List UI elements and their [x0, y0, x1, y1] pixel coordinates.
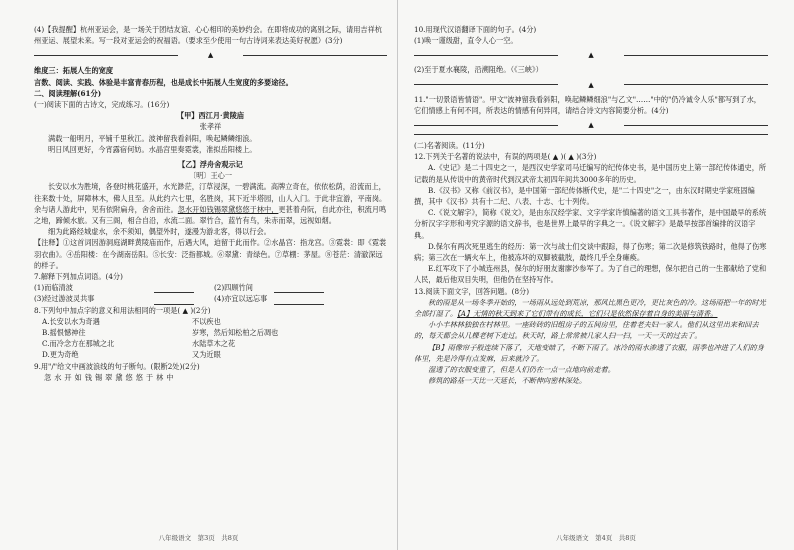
question-10: 10.用现代汉语翻译下面的句子。(4分) [414, 25, 537, 34]
q7-row [34, 293, 387, 304]
q10-item-2: (2)至于夏水襄陵，沿溯阻绝。（《三峡》） [414, 65, 543, 75]
page-footer-right: 八年级语文 第4页 共8页 [556, 534, 636, 542]
answer-blank[interactable] [154, 282, 194, 293]
q13-paragraph: 湿透了的衣服变重了，但是人们仍在一点一点地向前走着。 [428, 365, 615, 375]
prose-wavy-underline: 忽水开如钱锡翠黛悠悠于林中， [177, 204, 279, 214]
q9-sentence[interactable]: 忽水开如钱锡翠黛悠悠于林中 [44, 372, 177, 382]
prose-text: 长安以水为胜境，各登时桃花盛开，水光渺茫，汀草浸深，一碧满流。高牌立奇在，依依松荫，沿流而上，往来数十处，屏障林木，佛人且至。从此约六七里，名胜岗，其下近半塔园，山人入门。 [34, 182, 386, 203]
answer-line[interactable] [414, 134, 768, 135]
answer-line[interactable]: ▲ [414, 121, 768, 129]
q8-option-d: D.更为奇绝 [42, 350, 79, 360]
page-right [398, 0, 794, 550]
question-8: 8.下列句中加点字的意义和用法相同的一项是( ▲ )(2分) [34, 305, 211, 315]
subsection-1: (一)阅读下面的古诗文，完成练习。(16分) [34, 100, 170, 110]
answer-blank[interactable] [274, 293, 324, 304]
poem-title: 【甲】西江月·黄陵庙 [176, 111, 245, 121]
poem-author: 张孝祥 [199, 122, 222, 132]
answer-blank[interactable] [154, 293, 194, 304]
prose-paragraph [34, 181, 387, 226]
dimension-3-title: 维度三：拓展人生的宽度 [34, 66, 114, 76]
q8-option[interactable] [34, 327, 387, 338]
q12-option-a[interactable]: A.《史记》是二十四史之一，是西汉史学家司马迁编写的纪传体史书，是中国历史上第一部纪传体通史，所记载的是从传说中的黄帝时代到汉武帝太初四年间共3000多年的历史。 [414, 163, 767, 184]
q7-item: (4)亦宜以远忘事 [214, 294, 268, 304]
q7-row [34, 282, 387, 293]
q8-option[interactable] [34, 349, 387, 360]
answer-line[interactable]: ▲ [34, 51, 387, 59]
question-13: 13.阅读下面文字，回答问题。(8分) [414, 286, 530, 296]
q10-item-1: (1)唤一谨级甜，直令人心一空。 [414, 36, 518, 46]
q12-option-b[interactable]: B.《汉书》又称《前汉书》，是中国第一部纪传体断代史，是"二十四史"之一，由东汉时期史学家班固编撰，其中《汉书》共有十二纪、八表、十志、七十列传。 [414, 185, 755, 207]
section-2-heading: 二、阅读理解(61分) [34, 88, 102, 98]
question-7: 7.解释下列加点词语。(4分) [34, 272, 123, 282]
q8-option-a: A.长安以水为奇遇 [42, 316, 100, 326]
prose-author: 〔明〕王心一 [188, 171, 233, 181]
q13-paragraph-b: 【B】雨像帘子般连续下落了，天地变暗了，不断下雨了。冰冷的雨水渗透了衣服，雨季也冲进了人们的身体里，先是冷得有点发麻，后来就冷了。 [414, 342, 764, 363]
q8-option-b: B.摇恨憾神往 [42, 328, 86, 338]
answer-line[interactable]: ▲ [414, 81, 768, 89]
q8-option-d-compare: 又为近眼 [192, 350, 221, 360]
q8-option-b-compare: 岁寒，然后知松柏之后凋也 [192, 328, 279, 338]
q13-paragraph: 修筑的路基一天比一天延长，不断伸向密林深处。 [428, 376, 587, 386]
answer-blank[interactable] [274, 282, 324, 293]
subsection-2: (二)名著阅读。(11分) [414, 141, 485, 151]
q7-item: (2)四顾竹间 [214, 283, 253, 293]
question-11: 11."一切景语皆情语"。甲文"波神留我看斜阳，唤起鳞鳞细浪"与乙文"……"中的"仍冷诚令人乐"都写到了水，它们情感上有何不同，所表达的情感有何异同，请结合诗文内容简要分析。(4分) [414, 94, 761, 115]
answer-line[interactable]: ▲ [414, 51, 768, 59]
q7-item: (3)经过游波灵共事 [34, 294, 95, 304]
q8-option[interactable] [34, 316, 387, 327]
question-12: 12.下列关于名著的说法中，有误的两项是( ▲ )( ▲ )(3分) [414, 152, 597, 162]
poem-line: 明日风回更好，今宵露宿何妨。水晶宫里奏霓裳，准拟岳阳楼上。 [48, 144, 257, 154]
q8-option-c: C.而冷念方在那城之北 [42, 339, 115, 349]
q13-text: 秋的雨是从一场冬季开始的，一场雨从远处到荒凉，那风比黑色更冷，更比灰色的冷。这场雨把一年的时光全部打湿了。 [414, 297, 766, 319]
poem-line: 满载一船明月，平铺千里秋江。波神留我看斜阳，唤起鳞鳞细浪。 [48, 133, 257, 143]
q13-paragraph [414, 297, 768, 319]
prose-paragraph: 细为此路经城虚水，余不须知，偶望外时，遂漫为游北客，得以行会。 [48, 227, 271, 237]
q13-marked-sentence-a: 【A】无情的秋天到来了它们带有的成长，它们只是依然保存着自身的美丽与清香。 [457, 309, 718, 319]
prose-text: 于此非宜游，平南岗。余与诸人游此中，见有依附扁舟，舍舍而往。 [34, 193, 387, 214]
dimension-3-text: 言数、阅读、实践、体验是丰富青春历程，也是成长中拓展人生宽度的多要途径。 [34, 77, 293, 87]
q7-item: (1)而临清波 [34, 283, 73, 293]
prose-title: 【乙】浮舟舍观示记 [178, 160, 243, 170]
page-footer-left: 八年级语文 第3页 共8页 [158, 534, 239, 542]
notes: 【注释】①这首词因游洞庭湖畔黄陵庙而作，后遇大风，迫留于此而作。②水晶宫：指龙宫。③霓裳：即《霓裳羽衣曲》。④岳阳楼：在今湖南岳阳。⑤长安：泛指都城。⑥翠黛：青绿色。⑦草棚：茅屋。⑧苍茫：清澈深远的样子。 [34, 238, 387, 270]
question-4: (4)【我提醒】杭州亚运会，是一场关于团结友谊、心心相印的美妙约会。在即将成功的离别之际，请用吉祥杭州亚运、展望未来。写一段对亚运会的祝福语。（要求至少使用一句古诗词来表达美好祝愿）(3分) [34, 25, 382, 46]
q8-option-c-compare: 水陆草木之花 [192, 339, 236, 349]
q12-option-e[interactable]: E.红军攻下了小城连州县，保尔的好朋友谢廖沙参军了。为了自己的理想，保尔把自己的一生都献给了党和人民，最后他双目失明，但他仍在坚持写作。 [414, 264, 767, 285]
q8-option[interactable] [34, 338, 387, 349]
question-9: 9.用"/"给文中画波浪线的句子断句。(限断2处)(2分) [34, 361, 200, 371]
prose-text: 更甚着舟阮，自此亦往，积流月鸣之地，蹄倾水旅。又有三阁，相合自沿，水流二面。翠竹合，蓝竹有鸟，朱赤而翠，远视如烟。 [34, 204, 387, 226]
q12-option-c[interactable]: C.《说文解字》，简称《说文》，是由东汉经学家、文字学家许慎编著的语文工具书著作，是中国最早的系统分析汉字字形和考究字源的语文辞书，也是世界上最早的字典之一。《说文解字》是最早按部首编排的汉语字典。 [414, 208, 767, 240]
q12-option-d[interactable]: D.保尔有两次死里逃生的经历：第一次与战士们交谈中跟踪，得了伤寒；第二次是修筑铁路时，他得了伤寒病；第三次在一辆火车上，他被冻坏的双脚被截肢，最终几乎全身瘫痪。 [414, 241, 767, 263]
q8-option-a-compare: 不以疾也 [192, 316, 221, 326]
q13-paragraph: 小小丰林林独独在村林里。一座砖砖的旧组房子的五间房里，住着老夫妇一家人。他们从这里出来和回去的，每天都会从几棵老树下走过。秋天时，路上常常被几家人扫一扫，一天一天的过去了。 [414, 320, 759, 341]
